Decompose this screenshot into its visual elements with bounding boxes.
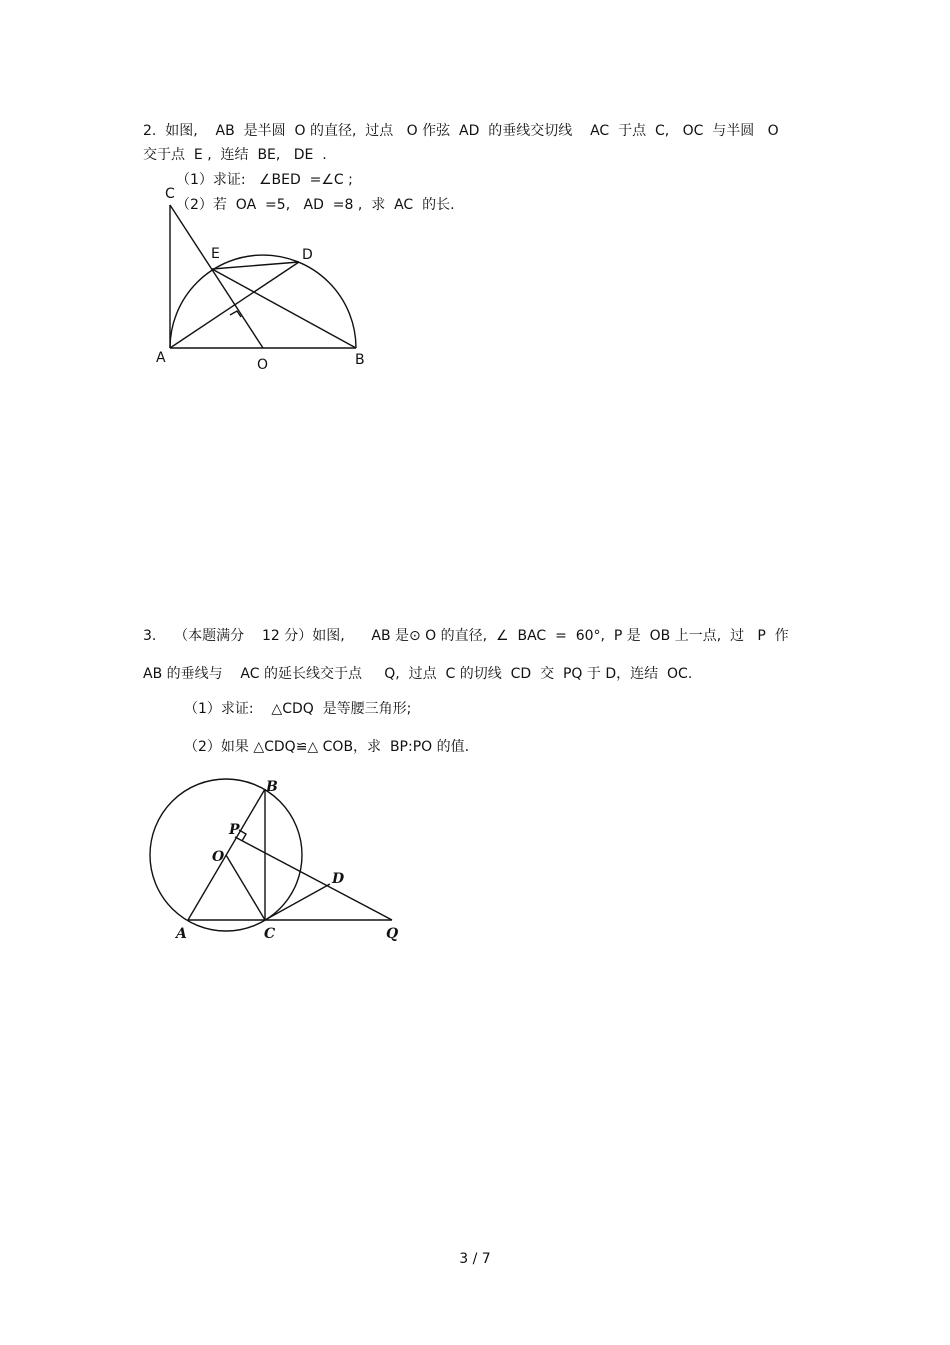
q3-label-a: A bbox=[176, 926, 187, 942]
q2-line-co bbox=[170, 205, 263, 348]
q2-chord-ad bbox=[170, 262, 299, 348]
q2-label-d: D bbox=[302, 247, 313, 263]
q2-semicircle-arc bbox=[170, 255, 356, 348]
q2-label-o: O bbox=[257, 357, 269, 373]
q2-figure bbox=[170, 205, 356, 348]
q3-label-c: C bbox=[264, 926, 276, 942]
q3-figure bbox=[150, 779, 392, 931]
q3-statement-line1: 3. （本题满分 12 分）如图, AB 是⊙ O 的直径, ∠ BAC = 60°, P 是 OB 上一点, 过 P 作 bbox=[143, 628, 789, 644]
q2-label-c: C bbox=[165, 186, 175, 202]
page-number: 3 / 7 bbox=[459, 1251, 491, 1267]
q3-label-p: P bbox=[229, 822, 240, 838]
q2-statement-line2: 交于点 E , 连结 BE, DE . bbox=[143, 147, 327, 163]
q3-label-b: B bbox=[266, 779, 278, 795]
q2-line-be bbox=[212, 269, 356, 348]
q3-statement-line2: AB 的垂线与 AC 的延长线交于点 Q, 过点 C 的切线 CD 交 PQ 于 D，连结 OC. bbox=[143, 666, 693, 682]
q2-statement-line1: 2. 如图, AB 是半圆 O 的直径, 过点 O 作弦 AD 的垂线交切线 AC 于点 C, OC 与半圆 O bbox=[143, 123, 779, 139]
q2-label-b: B bbox=[355, 352, 365, 368]
q3-part1: （1）求证: △CDQ 是等腰三角形; bbox=[184, 701, 412, 717]
q3-label-o: O bbox=[212, 849, 225, 865]
q3-label-d: D bbox=[332, 871, 345, 887]
q2-part2: （2）若 OA =5, AD =8 , 求 AC 的长. bbox=[176, 197, 455, 213]
q3-tangent-cd bbox=[265, 884, 330, 920]
q2-label-e: E bbox=[211, 246, 220, 262]
q3-label-q: Q bbox=[386, 926, 399, 942]
q2-part1: （1）求证: ∠BED =∠C ; bbox=[176, 172, 353, 188]
q3-line-oc bbox=[226, 855, 265, 920]
q2-label-a: A bbox=[156, 350, 166, 366]
q3-part2: （2）如果 △CDQ≌△ COB，求 BP:PO 的值. bbox=[184, 739, 470, 755]
q3-line-pq bbox=[235, 837, 392, 920]
